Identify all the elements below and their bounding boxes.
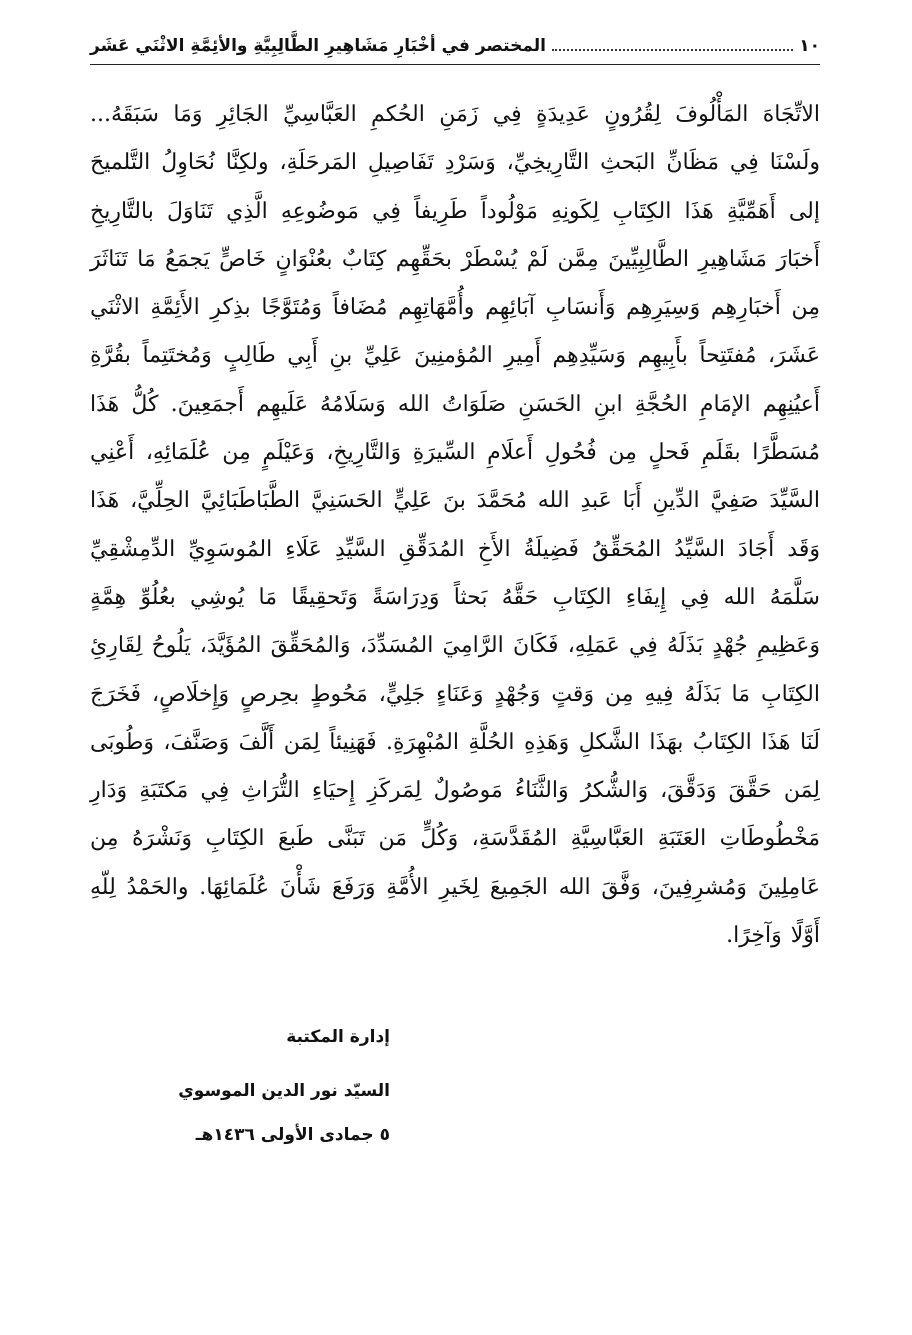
page <box>90 28 820 960</box>
running-header <box>90 28 820 65</box>
signature-office: إدارة المكتبة <box>286 1027 390 1047</box>
book-title: المختصر في أخْبَارِ مَشَاهِيرِ الطَّالِبِيَّةِ والأئِمَّةِ الاثْنَي عَشَر <box>90 36 546 56</box>
signature-block <box>100 1022 390 1150</box>
signature-name: السيّد نور الدين الموسوي <box>178 1081 390 1101</box>
header-dot-leader <box>552 49 793 51</box>
body-text <box>90 91 820 960</box>
page-number: ١٠ <box>799 36 820 56</box>
body-paragraph: الاتِّجَاهَ المَأْلُوفَ لِقُرُونٍ عَدِيدَةٍ فِي زَمَنِ الحُكمِ العَبَّاسِيِّ الجَائِرِ وَمَا سَبَقَهُ... ولَسْنَا فِي مَظَانِّ البَحثِ التَّارِيخِيِّ، وَسَرْدِ تَفَاصِيلِ المَرحَلَةِ، ولكِنَّا نُحَاوِلُ التَّلميحَ إلى أَهَمِّيَّةِ هَذَا الكِتَابِ لِكَونِهِ مَوْلُوداً طَرِيفاً فِي مَوضُوعِهِ الَّذِي تَنَاوَلَ بالتَّارِيخِ أَخبَارَ مَشَاهِيرِ الطَّالِبِيِّينَ مِمَّن لَمْ يُسْطَرْ بحَقِّهِم كِتَابٌ بعُنْوَانٍ خَاصٍّ يَجمَعُ مَا تَنَاثَرَ مِن أَخبَارِهِم وَسِيَرِهِم وَأَنسَابِ آبَائِهِم وأُمَّهَاتِهِم مُضَافاً وَمُتَوَّجًا بذِكرِ الأَئِمَّةِ الاثْنَي عَشَرَ، مُفتَتِحاً بأَبِيهِم وَسَيِّدِهِم أَمِيرِ المُؤمنِينَ عَلِيِّ بنِ أَبِي طَالِبٍ وَمُختَتِماً بقُرَّةِ أَعيُنِهِم الإمَامِ الحُجَّةِ ابنِ الحَسَنِ صَلَوَاتُ الله وَسَلَامُهُ عَلَيهِم أَجمَعِينَ. كُلُّ هَذَا مُسَطَّرًا بقَلَمِ فَحلٍ مِن فُحُولِ أَعلَامِ السِّيرَةِ وَالتَّارِيخِ، وَعَيْلَمٍ مِن عُلَمَائِهِ، أَعْنِي السَّيِّدَ صَفِيَّ الدِّينِ أَبَا عَبدِ الله مُحَمَّدَ بنَ عَلِيٍّ الحَسَنِيَّ الطَّبَاطَبَائِيَّ الحِلِّيَّ، هَذَا وَقَد أَجَادَ السَّيِّدُ المُحَقِّقُ فَضِيلَةُ الأَخِ المُدَقِّقِ السَّيِّدِ عَلَاءِ المُوسَوِيِّ الدِّمِشْقِيِّ سَلَّمَهُ الله فِي إِيفَاءِ الكِتَابِ حَقَّهُ بَحثاً وَدِرَاسَةً وَتَحقِيقًا مَا يُوشِي بعُلُوِّ هِمَّةٍ وَعَظِيمِ جُهْدٍ بَذَلَهُ فِي عَمَلِهِ، فَكَانَ الرَّامِيَ المُسَدِّدَ، وَالمُحَقِّقَ المُؤَيَّدَ، يَلُوحُ لِقَارِئِ الكِتَابِ مَا بَذَلَهُ فِيهِ مِن وَقتٍ وَجُهْدٍ وَعَنَاءٍ جَلِيٍّ، مَحُوطٍ بحِرصٍ وَإِخلَاصٍ، فَخَرَجَ لَنَا هَذَا الكِتَابُ بهَذَا الشَّكلِ وَهَذِهِ الحُلَّةِ المُبْهِرَةِ. فَهَنِيئاً لِمَن أَلَّفَ وَصَنَّفَ، وَطُوبَى لِمَن حَقَّقَ وَدَقَّقَ، وَالشُّكرُ وَالثَّنَاءُ مَوصُولٌ لِمَركَزِ إِحيَاءِ التُّرَاثِ فِي مَكتَبَةِ وَدَارِ مَخْطُوطَاتِ العَتَبَةِ العَبَّاسِيَّةِ المُقَدَّسَةِ، وَكُلٍّ مَن تَبَنَّى طَبعَ الكِتَابِ وَنَشْرَهُ مِن عَامِلِينَ وَمُشرِفِينَ، وَفَّقَ الله الجَمِيعَ لِخَيرِ الأُمَّةِ وَرَفَعَ شَأْنَ عُلَمَائِهَا. والحَمْدُ لِلّهِ أَوَّلًا وَآخِرًا. <box>90 102 821 949</box>
signature-date: ٥ جمادى الأولى ١٤٣٦هـ <box>195 1125 390 1145</box>
